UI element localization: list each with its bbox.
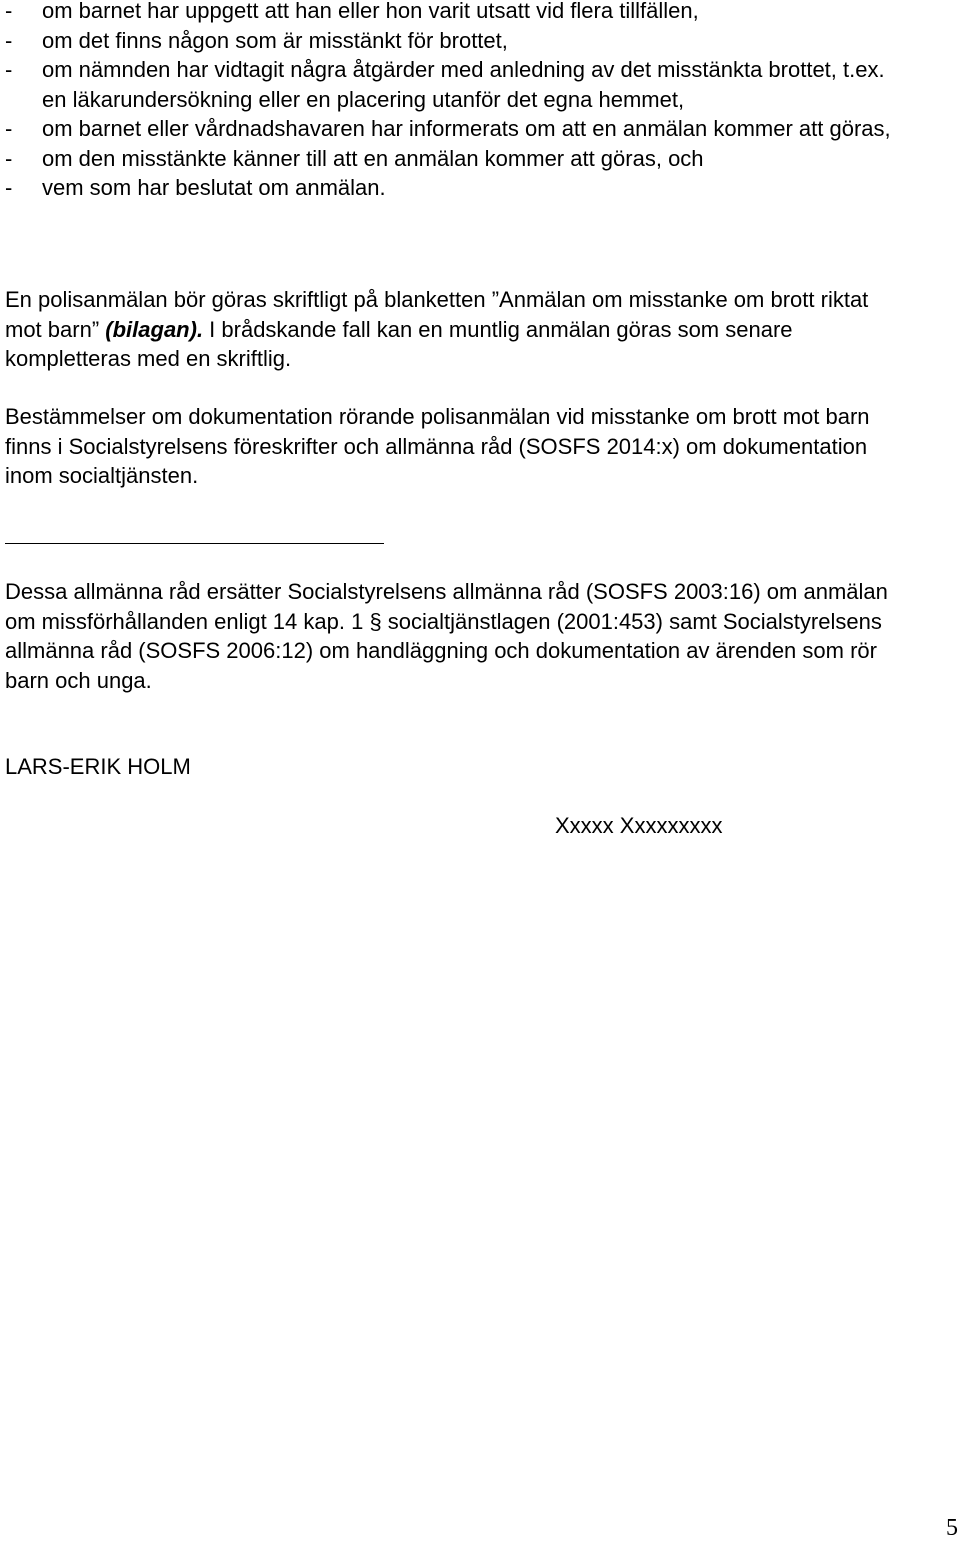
list-dash: - — [5, 0, 13, 23]
documentation-paragraph: Bestämmelser om dokumentation rörande polisanmälan vid misstanke om brott mot barn finns i Socialstyrelsens föreskrifter och allmänna råd (SOSFS 2014:x) om dokumentation inom socialtjänsten. — [5, 404, 870, 488]
footnote-part2: socialtjänstlagen (2001:453) samt Socialstyrelsens allmänna råd (SOSFS 2006:12) om handläggning och dokumentation av ärenden som rör barn och unga. — [5, 608, 882, 693]
list-dash: - — [5, 27, 13, 53]
list-item — [5, 0, 905, 26]
list-item-text: om nämnden har vidtagit några åtgärder med anledning av det misstänkta brottet, t.ex. en läkarundersökning eller en placering utanför det egna hemmet, — [42, 57, 885, 112]
form-reference: (bilagan). — [105, 316, 204, 342]
list-item-text: vem som har beslutat om anmälan. — [42, 175, 386, 200]
form-close-quote: ” — [91, 316, 100, 342]
section-sign: § — [369, 608, 382, 634]
footnote-separator — [5, 543, 384, 544]
list-item — [5, 173, 905, 203]
police-report-lead: En polisanmälan bör göras skriftligt på blanketten — [5, 287, 492, 312]
director-signature: LARS-ERIK HOLM — [5, 754, 191, 779]
list-item-text: om barnet har uppgett att han eller hon varit utsatt vid flera tillfällen, — [42, 0, 699, 23]
list-item — [5, 144, 905, 174]
list-item — [5, 55, 905, 114]
list-item-text: om det finns någon som är misstänkt för brottet, — [42, 27, 508, 53]
list-dash: - — [5, 116, 13, 141]
criteria-list — [5, 0, 905, 203]
official-signature: Xxxxx Xxxxxxxxx — [555, 813, 723, 838]
form-name: Anmälan om misstanke om brott riktat mot barn — [5, 287, 869, 342]
list-item-text: om barnet eller vårdnadshavaren har informerats om att en anmälan kommer att göras, — [42, 116, 891, 141]
list-item-text: om den misstänkte känner till att en anmälan kommer att göras, och — [42, 145, 704, 171]
police-report-paragraph — [5, 285, 905, 374]
urgent-note: I brådskande fall kan en muntlig anmälan göras som senare kompletteras med en skriftlig. — [5, 316, 793, 371]
list-item — [5, 26, 905, 56]
page-number: 5 — [946, 1515, 958, 1541]
footnote-part1: Dessa allmänna råd ersätter Socialstyrelsens allmänna råd (SOSFS 2003:16) om anmälan om missförhållanden enligt 14 kap. 1 — [5, 579, 888, 634]
form-open-quote: ” — [491, 287, 500, 312]
footnote-paragraph — [5, 577, 905, 695]
list-dash: - — [5, 145, 13, 171]
list-dash: - — [5, 57, 13, 82]
list-item — [5, 114, 905, 144]
list-dash: - — [5, 175, 13, 200]
